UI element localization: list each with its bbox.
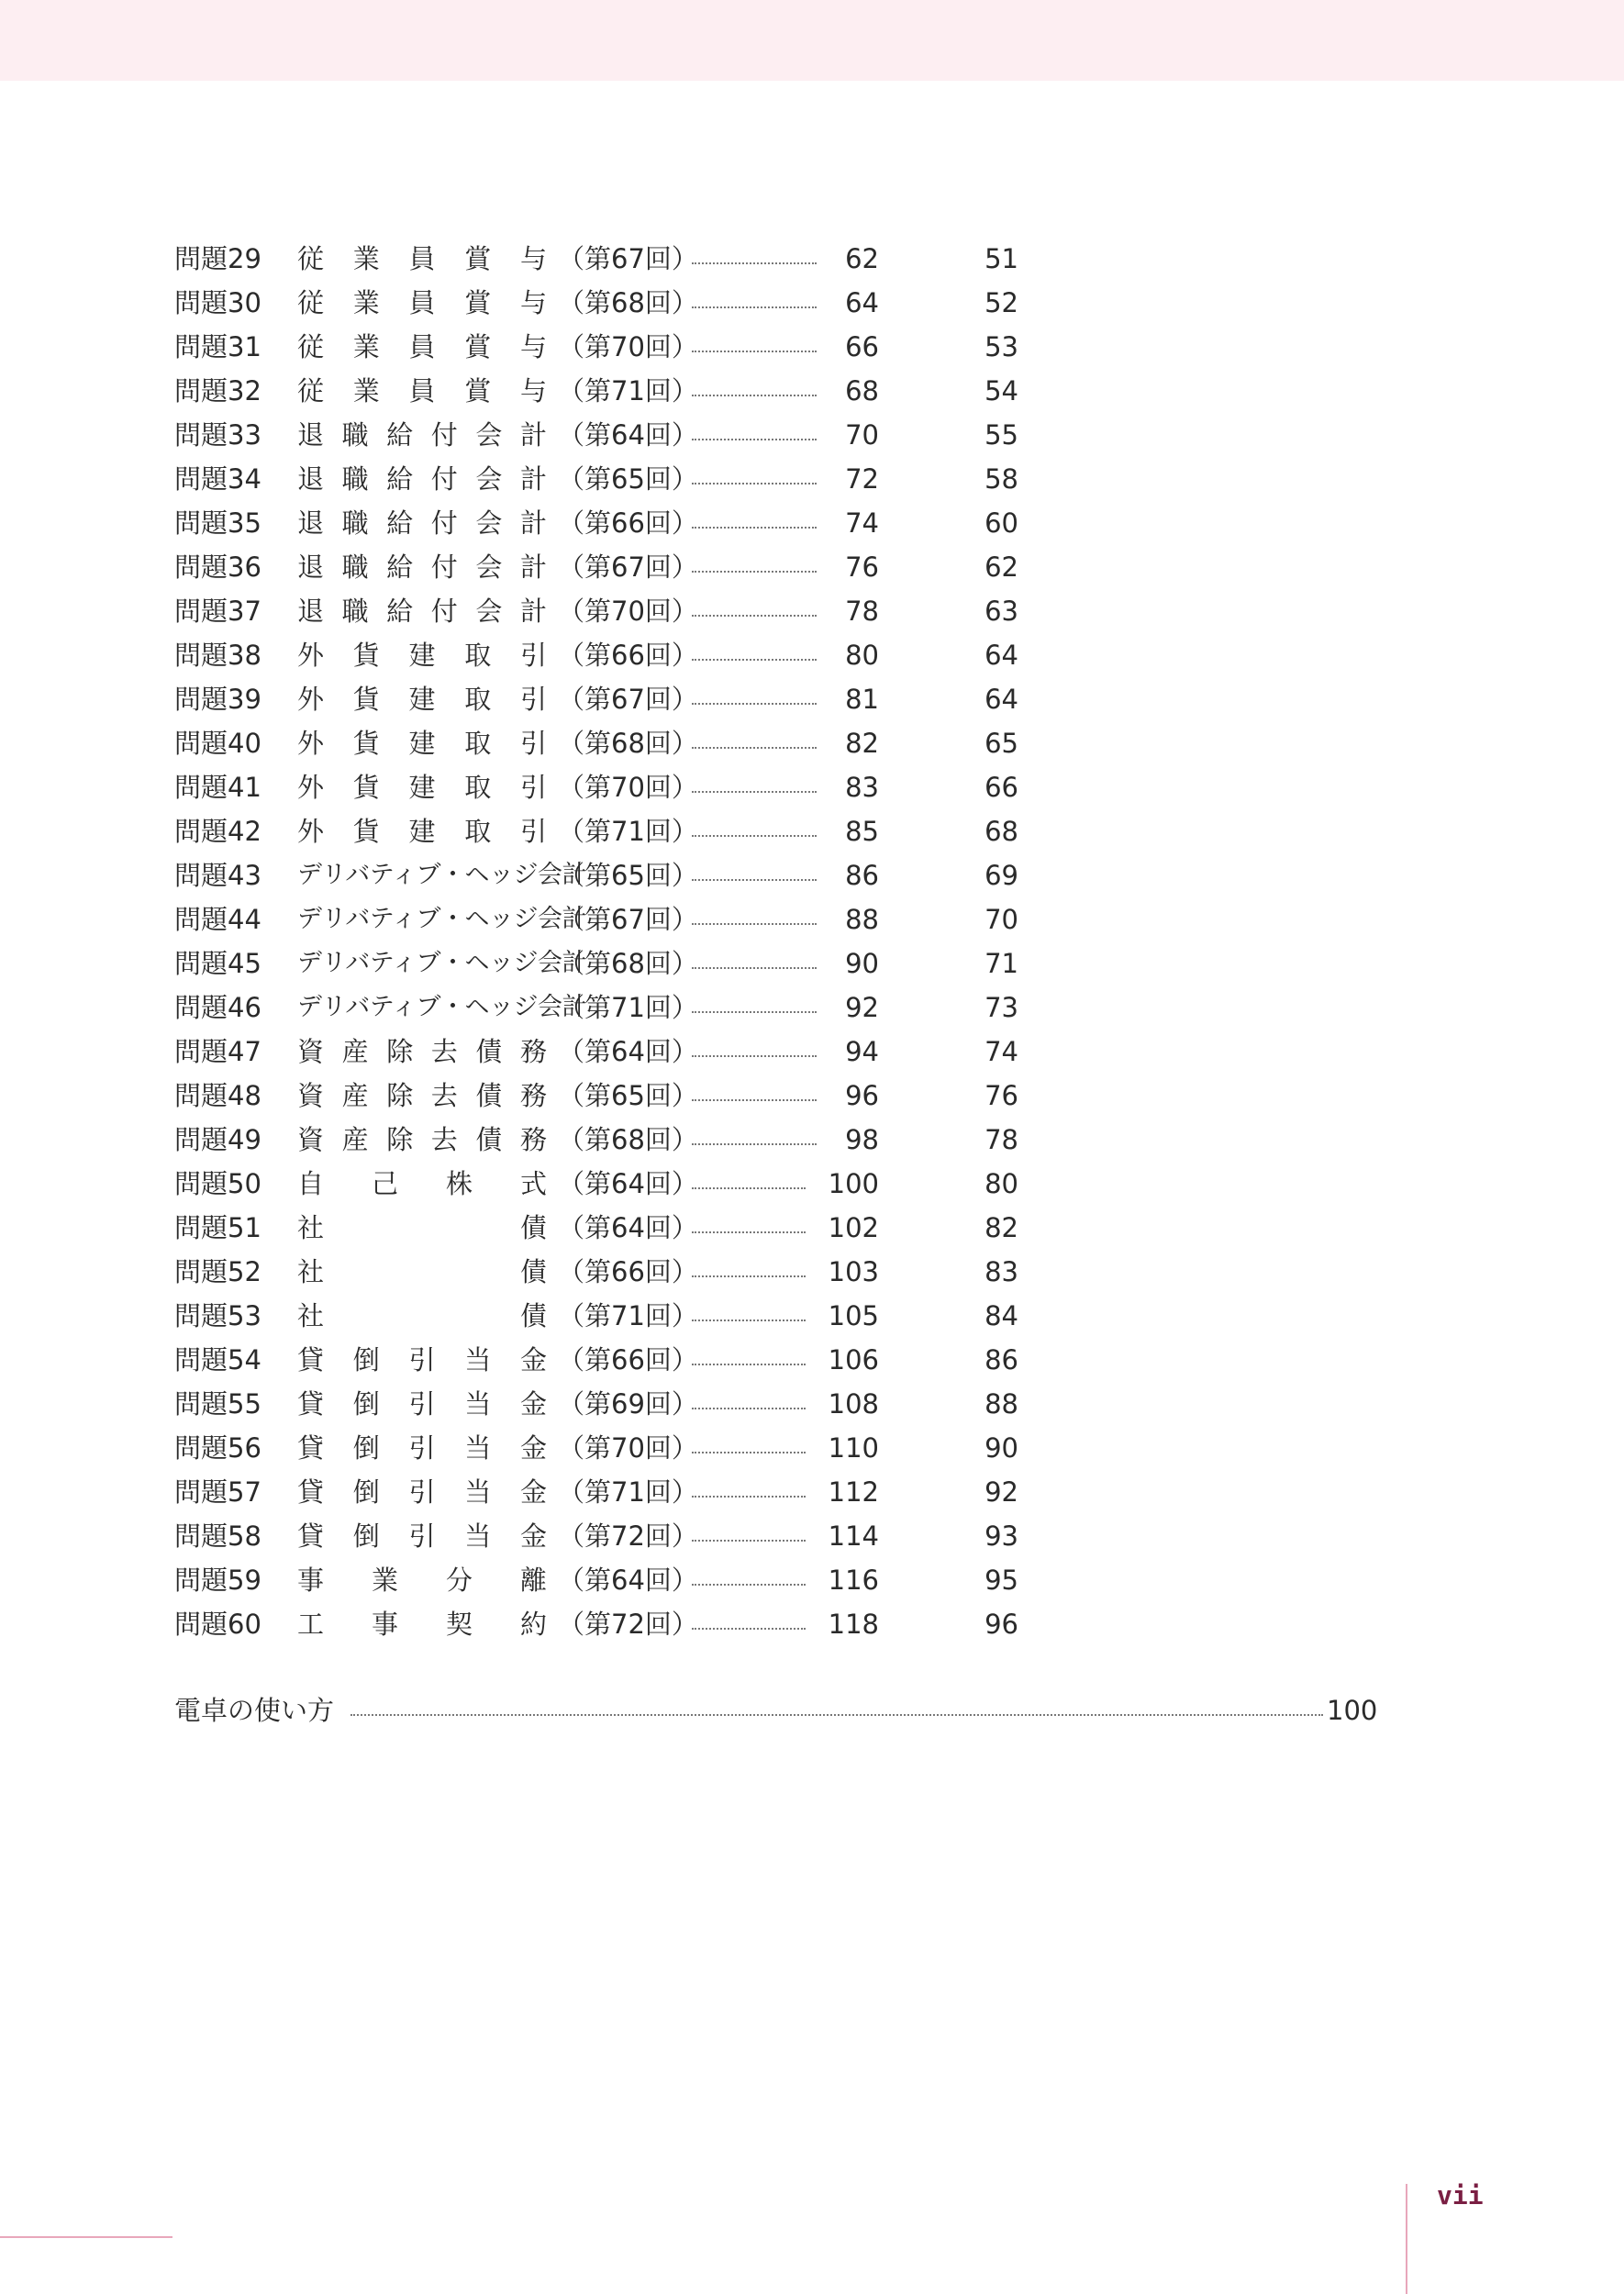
problem-title: 社 債 bbox=[297, 1212, 547, 1243]
toc-row[interactable] bbox=[174, 545, 1385, 589]
answer-page: 55 bbox=[984, 419, 1018, 451]
exam-session: （第65回） bbox=[558, 1080, 698, 1111]
exam-session: （第72回） bbox=[558, 1520, 698, 1552]
answer-page: 93 bbox=[984, 1520, 1018, 1552]
exam-session: （第68回） bbox=[558, 1124, 698, 1155]
toc-row[interactable] bbox=[174, 325, 1385, 369]
leader-dots bbox=[692, 835, 817, 837]
toc-row[interactable] bbox=[174, 1250, 1385, 1294]
leader-dots bbox=[692, 439, 817, 440]
problem-title: 工 事 契 約 bbox=[297, 1609, 547, 1640]
problem-number: 問題56 bbox=[174, 1432, 261, 1464]
problem-number: 問題36 bbox=[174, 551, 261, 583]
leader-dots bbox=[692, 1275, 806, 1277]
problem-page: 62 bbox=[845, 243, 879, 274]
toc-row[interactable] bbox=[174, 677, 1385, 721]
problem-page: 106 bbox=[828, 1344, 879, 1375]
leader-dots bbox=[692, 1099, 817, 1101]
problem-number: 問題51 bbox=[174, 1212, 261, 1243]
problem-title: 退 職 給 付 会 計 bbox=[297, 507, 547, 539]
problem-page: 74 bbox=[845, 507, 879, 539]
exam-session: （第64回） bbox=[558, 1036, 698, 1067]
problem-page: 96 bbox=[845, 1080, 879, 1111]
answer-page: 68 bbox=[984, 816, 1018, 847]
exam-session: （第65回） bbox=[558, 860, 698, 891]
problem-page: 102 bbox=[828, 1212, 879, 1243]
answer-page: 88 bbox=[984, 1388, 1018, 1420]
toc-row[interactable] bbox=[174, 1206, 1385, 1250]
problem-number: 問題59 bbox=[174, 1565, 261, 1596]
toc-row[interactable] bbox=[174, 1338, 1385, 1382]
problem-title: 貸 倒 引 当 金 bbox=[297, 1388, 547, 1420]
problem-page: 110 bbox=[828, 1432, 879, 1464]
problem-page: 78 bbox=[845, 596, 879, 627]
exam-session: （第65回） bbox=[558, 463, 698, 495]
answer-page: 90 bbox=[984, 1432, 1018, 1464]
toc-row[interactable] bbox=[174, 1162, 1385, 1206]
exam-session: （第64回） bbox=[558, 1212, 698, 1243]
toc-row[interactable] bbox=[174, 281, 1385, 325]
problem-title: 外 貨 建 取 引 bbox=[297, 816, 547, 847]
toc-row[interactable] bbox=[174, 809, 1385, 853]
answer-page: 76 bbox=[984, 1080, 1018, 1111]
answer-page: 69 bbox=[984, 860, 1018, 891]
problem-page: 72 bbox=[845, 463, 879, 495]
problem-title: 外 貨 建 取 引 bbox=[297, 728, 547, 759]
toc-row[interactable] bbox=[174, 721, 1385, 765]
problem-number: 問題49 bbox=[174, 1124, 261, 1155]
leader-dots bbox=[692, 615, 817, 617]
answer-page: 82 bbox=[984, 1212, 1018, 1243]
exam-session: （第66回） bbox=[558, 507, 698, 539]
leader-dots bbox=[692, 1320, 806, 1321]
toc-row[interactable] bbox=[174, 1294, 1385, 1338]
answer-page: 84 bbox=[984, 1300, 1018, 1331]
toc-row[interactable] bbox=[174, 457, 1385, 501]
problem-number: 問題60 bbox=[174, 1609, 261, 1640]
answer-page: 95 bbox=[984, 1565, 1018, 1596]
problem-number: 問題34 bbox=[174, 463, 261, 495]
problem-page: 98 bbox=[845, 1124, 879, 1155]
problem-page: 85 bbox=[845, 816, 879, 847]
problem-number: 問題37 bbox=[174, 596, 261, 627]
exam-session: （第69回） bbox=[558, 1388, 698, 1420]
toc-row[interactable] bbox=[174, 1558, 1385, 1602]
answer-page: 64 bbox=[984, 684, 1018, 715]
exam-session: （第72回） bbox=[558, 1609, 698, 1640]
problem-title: 従 業 員 賞 与 bbox=[297, 331, 547, 362]
exam-session: （第67回） bbox=[558, 243, 698, 274]
problem-number: 問題44 bbox=[174, 904, 261, 935]
problem-title: 外 貨 建 取 引 bbox=[297, 772, 547, 803]
calculator-page: 100 bbox=[1327, 1695, 1378, 1726]
leader-dots bbox=[692, 967, 817, 969]
answer-page: 51 bbox=[984, 243, 1018, 274]
problem-page: 108 bbox=[828, 1388, 879, 1420]
problem-page: 70 bbox=[845, 419, 879, 451]
toc-row[interactable] bbox=[174, 1118, 1385, 1162]
answer-page: 62 bbox=[984, 551, 1018, 583]
problem-title: 貸 倒 引 当 金 bbox=[297, 1476, 547, 1508]
problem-page: 68 bbox=[845, 375, 879, 406]
leader-dots bbox=[692, 1540, 806, 1542]
toc-row[interactable] bbox=[174, 853, 1385, 897]
problem-page: 64 bbox=[845, 287, 879, 318]
problem-page: 118 bbox=[828, 1609, 879, 1640]
problem-number: 問題55 bbox=[174, 1388, 261, 1420]
answer-page: 86 bbox=[984, 1344, 1018, 1375]
leader-dots bbox=[692, 483, 817, 484]
problem-number: 問題39 bbox=[174, 684, 261, 715]
problem-number: 問題30 bbox=[174, 287, 261, 318]
leader-dots bbox=[692, 747, 817, 749]
toc-row[interactable] bbox=[174, 1426, 1385, 1470]
problem-number: 問題50 bbox=[174, 1168, 261, 1199]
exam-session: （第71回） bbox=[558, 816, 698, 847]
problem-title: 外 貨 建 取 引 bbox=[297, 684, 547, 715]
toc-row[interactable] bbox=[174, 633, 1385, 677]
answer-page: 63 bbox=[984, 596, 1018, 627]
problem-page: 81 bbox=[845, 684, 879, 715]
problem-page: 86 bbox=[845, 860, 879, 891]
problem-title: 退 職 給 付 会 計 bbox=[297, 419, 547, 451]
problem-number: 問題43 bbox=[174, 860, 261, 891]
top-band bbox=[0, 0, 1624, 81]
table-of-contents bbox=[174, 237, 1385, 1646]
problem-number: 問題57 bbox=[174, 1476, 261, 1508]
exam-session: （第66回） bbox=[558, 1256, 698, 1287]
answer-page: 70 bbox=[984, 904, 1018, 935]
toc-row[interactable] bbox=[174, 765, 1385, 809]
toc-row[interactable] bbox=[174, 589, 1385, 633]
exam-session: （第67回） bbox=[558, 904, 698, 935]
exam-session: （第70回） bbox=[558, 772, 698, 803]
problem-title: 資 産 除 去 債 務 bbox=[297, 1124, 547, 1155]
leader-dots bbox=[692, 1452, 806, 1453]
problem-title: 従 業 員 賞 与 bbox=[297, 375, 547, 406]
exam-session: （第71回） bbox=[558, 992, 698, 1023]
problem-page: 94 bbox=[845, 1036, 879, 1067]
answer-page: 73 bbox=[984, 992, 1018, 1023]
answer-page: 71 bbox=[984, 948, 1018, 979]
problem-number: 問題47 bbox=[174, 1036, 261, 1067]
problem-title: 社 債 bbox=[297, 1300, 547, 1331]
leader-dots bbox=[692, 527, 817, 529]
problem-number: 問題41 bbox=[174, 772, 261, 803]
problem-page: 114 bbox=[828, 1520, 879, 1552]
answer-page: 80 bbox=[984, 1168, 1018, 1199]
problem-number: 問題48 bbox=[174, 1080, 261, 1111]
problem-page: 105 bbox=[828, 1300, 879, 1331]
toc-row[interactable] bbox=[174, 1382, 1385, 1426]
toc-row[interactable] bbox=[174, 413, 1385, 457]
problem-page: 116 bbox=[828, 1565, 879, 1596]
exam-session: （第66回） bbox=[558, 640, 698, 671]
answer-page: 66 bbox=[984, 772, 1018, 803]
toc-row[interactable] bbox=[174, 897, 1385, 941]
problem-title: デリバティブ・ヘッジ会計 bbox=[297, 949, 587, 977]
leader-dots bbox=[692, 1496, 806, 1498]
calculator-entry[interactable] bbox=[174, 1688, 1385, 1732]
exam-session: （第70回） bbox=[558, 596, 698, 627]
leader-dots bbox=[692, 791, 817, 793]
exam-session: （第68回） bbox=[558, 948, 698, 979]
problem-number: 問題53 bbox=[174, 1300, 261, 1331]
toc-row[interactable] bbox=[174, 501, 1385, 545]
problem-page: 112 bbox=[828, 1476, 879, 1508]
exam-session: （第67回） bbox=[558, 684, 698, 715]
leader-dots bbox=[350, 1714, 1323, 1716]
problem-page: 83 bbox=[845, 772, 879, 803]
toc-row[interactable] bbox=[174, 237, 1385, 281]
problem-number: 問題32 bbox=[174, 375, 261, 406]
problem-number: 問題46 bbox=[174, 992, 261, 1023]
leader-dots bbox=[692, 1364, 806, 1365]
answer-page: 52 bbox=[984, 287, 1018, 318]
problem-page: 82 bbox=[845, 728, 879, 759]
page-number: vii bbox=[1437, 2180, 1484, 2210]
leader-dots bbox=[692, 1628, 806, 1630]
problem-title: 貸 倒 引 当 金 bbox=[297, 1520, 547, 1552]
answer-page: 65 bbox=[984, 728, 1018, 759]
problem-number: 問題45 bbox=[174, 948, 261, 979]
problem-title: 貸 倒 引 当 金 bbox=[297, 1432, 547, 1464]
leader-dots bbox=[692, 659, 817, 661]
leader-dots bbox=[692, 571, 817, 573]
problem-title: 社 債 bbox=[297, 1256, 547, 1287]
leader-dots bbox=[692, 395, 817, 396]
leader-dots bbox=[692, 879, 817, 881]
calculator-label: 電卓の使い方 bbox=[174, 1695, 335, 1726]
exam-session: （第70回） bbox=[558, 331, 698, 362]
exam-session: （第68回） bbox=[558, 728, 698, 759]
toc-row[interactable] bbox=[174, 1030, 1385, 1074]
answer-page: 58 bbox=[984, 463, 1018, 495]
toc-row[interactable] bbox=[174, 369, 1385, 413]
problem-title: 貸 倒 引 当 金 bbox=[297, 1344, 547, 1375]
footer-rule-left bbox=[0, 2236, 172, 2238]
leader-dots bbox=[692, 1187, 806, 1189]
problem-title: 事 業 分 離 bbox=[297, 1565, 547, 1596]
footer-rule-right bbox=[1406, 2184, 1407, 2294]
problem-number: 問題58 bbox=[174, 1520, 261, 1552]
leader-dots bbox=[692, 1055, 817, 1057]
exam-session: （第64回） bbox=[558, 419, 698, 451]
leader-dots bbox=[692, 351, 817, 352]
toc-row[interactable] bbox=[174, 1514, 1385, 1558]
problem-number: 問題54 bbox=[174, 1344, 261, 1375]
problem-title: 資 産 除 去 債 務 bbox=[297, 1080, 547, 1111]
exam-session: （第68回） bbox=[558, 287, 698, 318]
problem-page: 92 bbox=[845, 992, 879, 1023]
exam-session: （第71回） bbox=[558, 1300, 698, 1331]
toc-row[interactable] bbox=[174, 986, 1385, 1030]
answer-page: 92 bbox=[984, 1476, 1018, 1508]
problem-page: 88 bbox=[845, 904, 879, 935]
leader-dots bbox=[692, 1231, 806, 1233]
exam-session: （第70回） bbox=[558, 1432, 698, 1464]
problem-number: 問題33 bbox=[174, 419, 261, 451]
problem-page: 76 bbox=[845, 551, 879, 583]
exam-session: （第64回） bbox=[558, 1565, 698, 1596]
answer-page: 78 bbox=[984, 1124, 1018, 1155]
problem-title: 退 職 給 付 会 計 bbox=[297, 551, 547, 583]
answer-page: 60 bbox=[984, 507, 1018, 539]
leader-dots bbox=[692, 1408, 806, 1409]
problem-title: 従 業 員 賞 与 bbox=[297, 243, 547, 274]
problem-page: 90 bbox=[845, 948, 879, 979]
exam-session: （第71回） bbox=[558, 1476, 698, 1508]
problem-title: デリバティブ・ヘッジ会計 bbox=[297, 861, 587, 889]
problem-page: 103 bbox=[828, 1256, 879, 1287]
answer-page: 53 bbox=[984, 331, 1018, 362]
exam-session: （第64回） bbox=[558, 1168, 698, 1199]
problem-page: 100 bbox=[828, 1168, 879, 1199]
leader-dots bbox=[692, 923, 817, 925]
problem-number: 問題52 bbox=[174, 1256, 261, 1287]
answer-page: 54 bbox=[984, 375, 1018, 406]
toc-row[interactable] bbox=[174, 1470, 1385, 1514]
exam-session: （第67回） bbox=[558, 551, 698, 583]
exam-session: （第71回） bbox=[558, 375, 698, 406]
problem-title: 資 産 除 去 債 務 bbox=[297, 1036, 547, 1067]
problem-number: 問題38 bbox=[174, 640, 261, 671]
problem-number: 問題40 bbox=[174, 728, 261, 759]
problem-page: 66 bbox=[845, 331, 879, 362]
leader-dots bbox=[692, 703, 817, 705]
toc-row[interactable] bbox=[174, 1074, 1385, 1118]
answer-page: 64 bbox=[984, 640, 1018, 671]
problem-number: 問題35 bbox=[174, 507, 261, 539]
answer-page: 96 bbox=[984, 1609, 1018, 1640]
problem-title: デリバティブ・ヘッジ会計 bbox=[297, 993, 587, 1021]
exam-session: （第66回） bbox=[558, 1344, 698, 1375]
problem-title: 外 貨 建 取 引 bbox=[297, 640, 547, 671]
problem-title: 退 職 給 付 会 計 bbox=[297, 596, 547, 627]
problem-number: 問題29 bbox=[174, 243, 261, 274]
problem-title: デリバティブ・ヘッジ会計 bbox=[297, 905, 587, 933]
problem-page: 80 bbox=[845, 640, 879, 671]
problem-number: 問題31 bbox=[174, 331, 261, 362]
leader-dots bbox=[692, 262, 817, 264]
answer-page: 74 bbox=[984, 1036, 1018, 1067]
problem-title: 自 己 株 式 bbox=[297, 1168, 547, 1199]
leader-dots bbox=[692, 1011, 817, 1013]
answer-page: 83 bbox=[984, 1256, 1018, 1287]
toc-row[interactable] bbox=[174, 1602, 1385, 1646]
problem-title: 退 職 給 付 会 計 bbox=[297, 463, 547, 495]
leader-dots bbox=[692, 1584, 806, 1586]
toc-row[interactable] bbox=[174, 941, 1385, 986]
problem-title: 従 業 員 賞 与 bbox=[297, 287, 547, 318]
problem-number: 問題42 bbox=[174, 816, 261, 847]
leader-dots bbox=[692, 306, 817, 308]
leader-dots bbox=[692, 1143, 817, 1145]
